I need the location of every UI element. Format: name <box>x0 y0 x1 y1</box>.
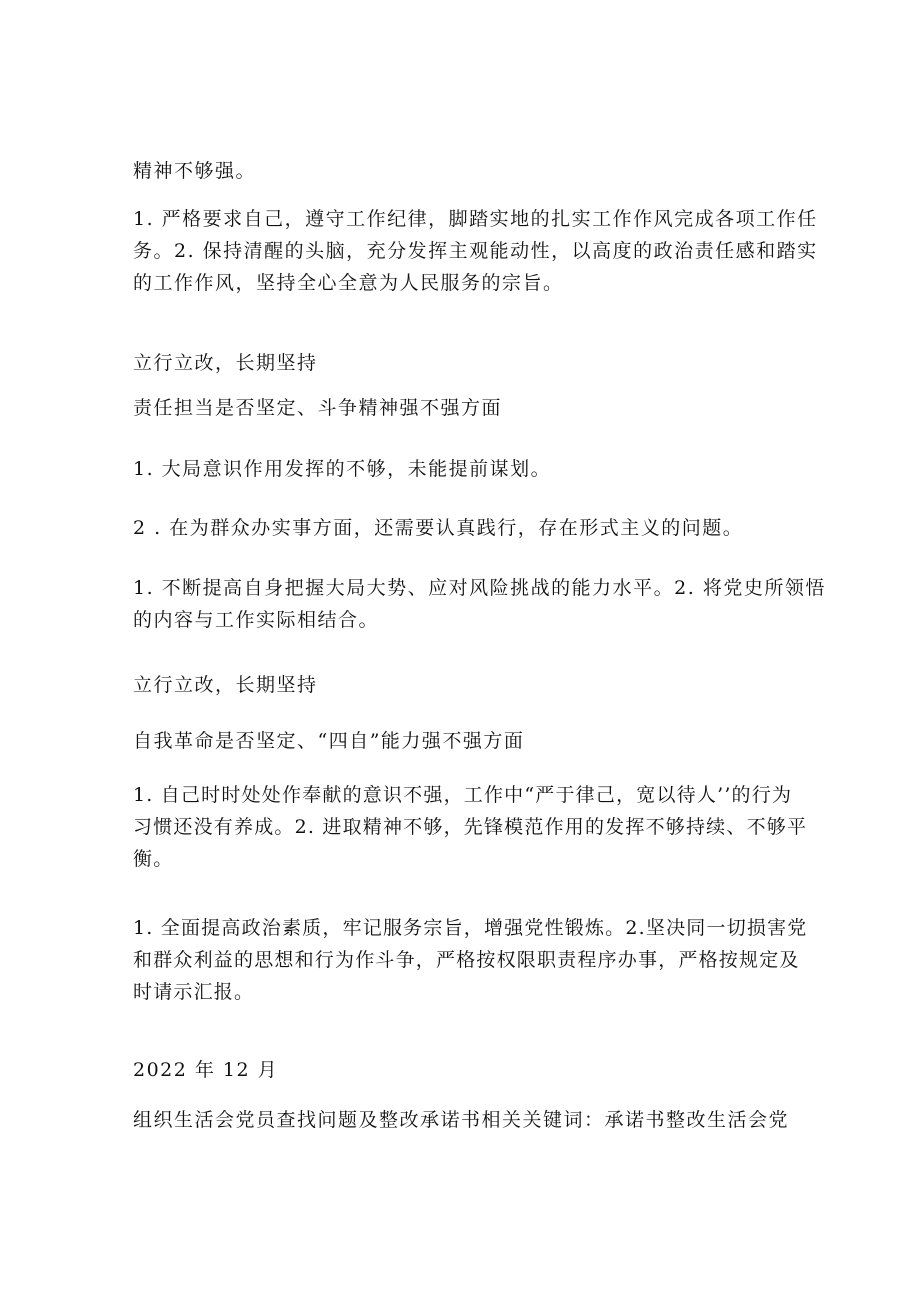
paragraph-11-line-3: 时请示汇报。 <box>133 981 255 1003</box>
keywords-line: 组织生活会党员查找问题及整改承诺书相关关键词：承诺书整改生活会党 <box>133 1109 790 1131</box>
paragraph-10-line-2: 习惯还没有养成。2. 进取精神不够，先锋模范作用的发挥不够持续、不够平 <box>133 816 808 838</box>
paragraph-10-line-3: 衡。 <box>133 848 174 870</box>
paragraph-2-line-1: 1. 严格要求自己，遵守工作纪律，脚踏实地的扎实工作作风完成各项工作任 <box>133 208 818 230</box>
paragraph-1: 精神不够强。 <box>133 160 257 182</box>
paragraph-2-line-3: 的工作作风，坚持全心全意为人民服务的宗旨。 <box>133 272 564 294</box>
paragraph-9: 自我革命是否坚定、“四自”能力强不强方面 <box>133 730 525 752</box>
paragraph-2-line-2: 务。2. 保持清醒的头脑，充分发挥主观能动性，以高度的政治责任感和踏实 <box>133 240 818 262</box>
paragraph-4: 责任担当是否坚定、斗争精神强不强方面 <box>133 397 503 419</box>
paragraph-8: 立行立改，长期坚持 <box>133 674 318 696</box>
paragraph-10 <box>133 779 808 875</box>
paragraph-11-line-2: 和群众利益的思想和行为作斗争，严格按权限职责程序办事，严格按规定及 <box>133 949 800 971</box>
paragraph-11 <box>133 912 808 1008</box>
paragraph-6: 2 . 在为群众办实事方面，还需要认真践行，存在形式主义的问题。 <box>133 517 744 539</box>
paragraph-11-line-1: 1. 全面提高政治素质，牢记服务宗旨，增强党性锻炼。2.坚决同一切损害党 <box>133 917 808 939</box>
paragraph-10-line-1: 1. 自己时时处处作奉献的意识不强，工作中“严于律己，宽以待人’’的行为 <box>133 784 793 806</box>
date-line: 2022 年 12 月 <box>133 1059 279 1081</box>
paragraph-7-line-1: 1. 不断提高自身把握大局大势、应对风险挑战的能力水平。2. 将党史所领悟 <box>133 577 826 599</box>
paragraph-7 <box>133 572 826 636</box>
paragraph-3: 立行立改，长期坚持 <box>133 352 318 374</box>
paragraph-7-line-2: 的内容与工作实际相结合。 <box>133 609 380 631</box>
paragraph-5: 1. 大局意识作用发挥的不够，未能提前谋划。 <box>133 458 552 480</box>
paragraph-2 <box>133 203 818 299</box>
